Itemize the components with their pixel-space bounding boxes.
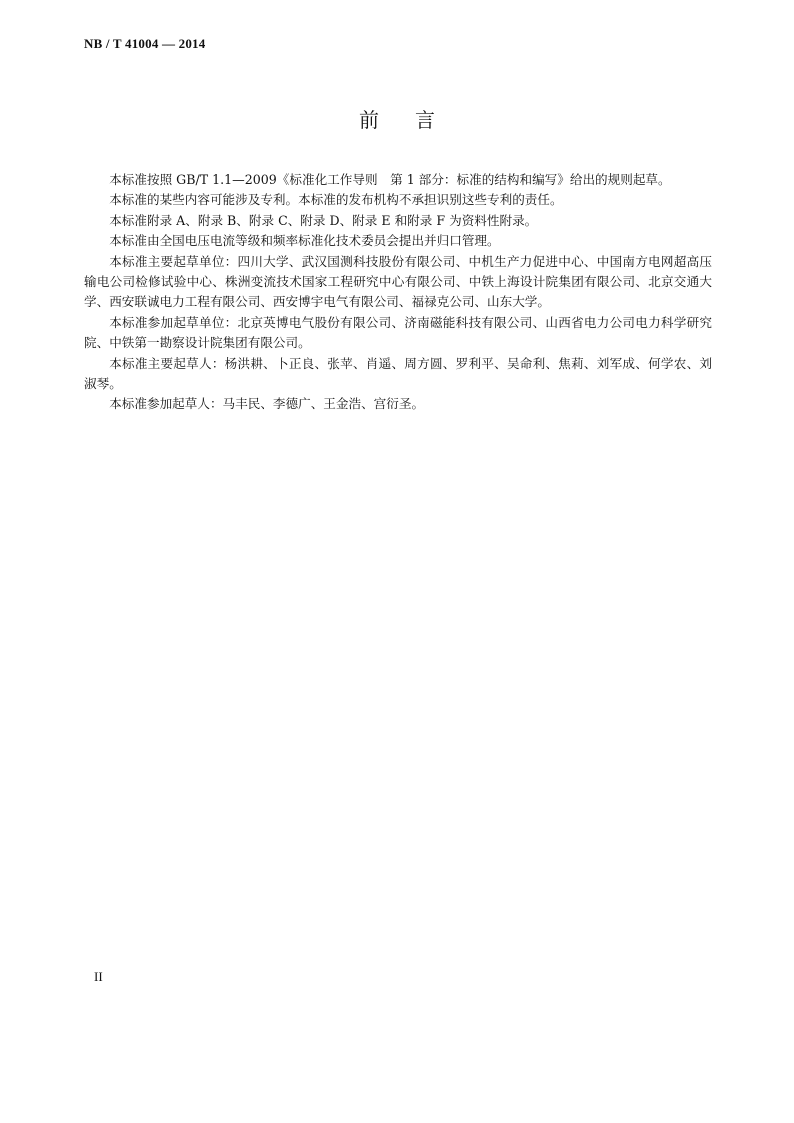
page-title: 前言 — [359, 108, 471, 132]
foreword-body — [84, 170, 712, 415]
paragraph-patent-notice: 本标准的某些内容可能涉及专利。本标准的发布机构不承担识别这些专利的责任。 — [109, 192, 563, 208]
page-number: II — [94, 969, 103, 984]
paragraph-main-drafters: 本标准主要起草人：杨洪耕、卜正良、张苹、肖遥、周方圆、罗利平、吴命利、焦莉、刘军成、何学农、刘淑琴。 — [84, 355, 712, 392]
paragraph-participating-drafters: 本标准参加起草人：马丰民、李德广、王金浩、宫衍圣。 — [109, 396, 425, 412]
paragraph-appendix-note: 本标准附录 A、附录 B、附录 C、附录 D、附录 E 和附录 F 为资料性附录。 — [109, 212, 538, 228]
paragraph-drafting-rules: 本标准按照 GB/T 1.1—2009《标准化工作导则 第 1 部分：标准的结构和编写》给出的规则起草。 — [109, 172, 671, 187]
paragraph-participating-units: 本标准参加起草单位：北京英博电气股份有限公司、济南磁能科技有限公司、山西省电力公司电力科学研究院、中铁第一勘察设计院集团有限公司。 — [84, 314, 712, 351]
paragraph-committee: 本标准由全国电压电流等级和频率标准化技术委员会提出并归口管理。 — [109, 233, 500, 249]
standard-code-header: NB / T 41004 — 2014 — [84, 36, 206, 51]
paragraph-main-drafting-units: 本标准主要起草单位：四川大学、武汉国测科技股份有限公司、中机生产力促进中心、中国南方电网超高压输电公司检修试验中心、株洲变流技术国家工程研究中心有限公司、中铁上海设计院集团有限公司、北京交通大学、西安联诚电力工程有限公司、西安博宇电气有限公司、福禄克公司、山东大学。 — [84, 253, 712, 310]
